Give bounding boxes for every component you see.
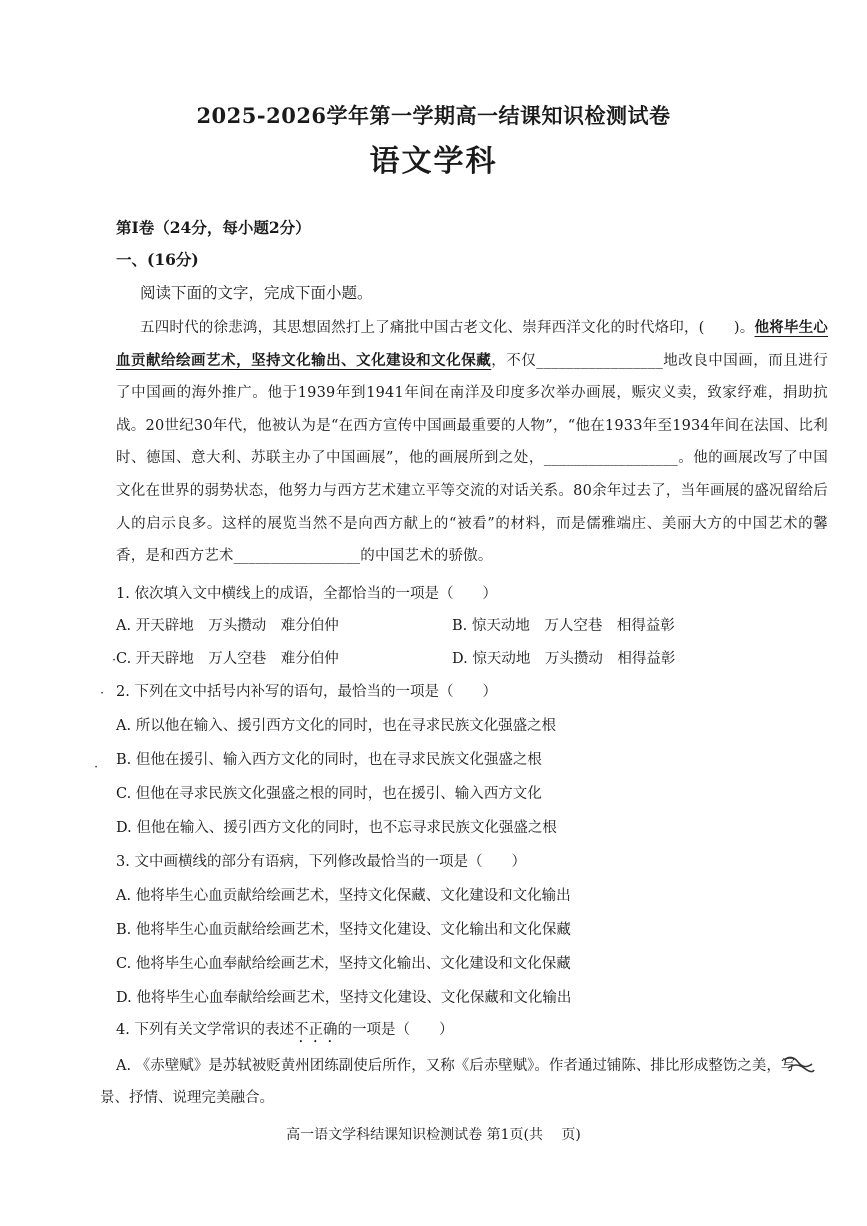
scan-dot-mark: · bbox=[100, 686, 105, 701]
question-4-option-a-line1: A. 《赤壁赋》是苏轼被贬黄州团练副使后所作，又称《后赤壁赋》。作者通过铺陈、排比形成整饬之美，写 bbox=[116, 1058, 796, 1074]
question-1-option-b: B. 惊天动地 万人空巷 相得益彰 bbox=[452, 618, 675, 634]
question-2-option-c: C. 但他在寻求民族文化强盛之根的同时，也在援引、输入西方文化 bbox=[116, 786, 542, 802]
question-1-stem: 1. 依次填入文中横线上的成语，全都恰当的一项是（ ） bbox=[116, 586, 497, 602]
question-3-option-d: D. 他将毕生心血奉献给绘画艺术，坚持文化建设、文化保藏和文化输出 bbox=[116, 990, 572, 1006]
part-heading: 第Ⅰ卷（24分，每小题2分） bbox=[116, 218, 311, 237]
question-4-stem-post: 的一项是（ ） bbox=[337, 1022, 454, 1038]
question-1-option-c: C. 开天辟地 万人空巷 难分伯仲 bbox=[116, 651, 339, 667]
question-3-option-c: C. 他将毕生心血奉献给绘画艺术，坚持文化输出、文化建设和文化保藏 bbox=[116, 956, 571, 972]
blank-1: _________________ bbox=[536, 352, 663, 369]
subject-title: 语文学科 bbox=[369, 144, 498, 179]
question-2-stem: 2. 下列在文中括号内补写的语句，最恰当的一项是（ ） bbox=[116, 684, 497, 700]
question-3-stem: 3. 文中画横线的部分有语病，下列修改最恰当的一项是（ ） bbox=[116, 854, 526, 870]
question-4-stem bbox=[116, 1018, 453, 1046]
question-1-option-a: A. 开天辟地 万头攒动 难分伯仲 bbox=[116, 618, 339, 634]
reading-instruction: 阅读下面的文字，完成下面小题。 bbox=[140, 284, 373, 302]
underlined-sentence: 他将毕生心血贡献给绘画艺术，坚持文化输出、文化建设和文化保藏 bbox=[116, 319, 828, 369]
passage-text-4: 。他的画展改写了中国文化在世界的弱势状态，他努力与西方艺术建立平等交流的对话关系。80余年过去了，当年画展的盛况留给后人的启示良多。这样的展览当然不是向西方献上的“被看”的材料，而是儒雅端庄、美丽大方的中国艺术的馨香，是和西方艺术 bbox=[116, 450, 828, 565]
question-4-stem-emphasis: 不正确 bbox=[293, 1022, 338, 1038]
scan-dot-mark: · bbox=[94, 760, 99, 775]
question-2-option-b: B. 但他在援引、输入西方文化的同时，也在寻求民族文化强盛之根 bbox=[116, 752, 542, 768]
passage-text-5: 的中国艺术的骄傲。 bbox=[360, 548, 493, 565]
page-footer: 高一语文学科结课知识检测试卷 第1页(共 页) bbox=[286, 1127, 581, 1143]
blank-3: _________________ bbox=[233, 548, 361, 565]
passage-text-3: 地改良中国画，而且进行了中国画的海外推广。他于1939年到1941年间在南洋及印度多次举办画展，赈灾义卖，致家纾难，捐助抗战。20世纪30年代，他被认为是“在西方宣传中国画最重要的人物”，“他在1933年至1934年间在法国、比利时、德国、意大利、苏联主办了中国画展”，他的画展所到之处， bbox=[116, 352, 828, 467]
passage-text-1: 五四时代的徐悲鸿，其思想固然打上了痛批中国古老文化、崇拜西洋文化的时代烙印，( )。 bbox=[140, 320, 755, 336]
question-3-option-a: A. 他将毕生心血贡献给绘画艺术，坚持文化保藏、文化建设和文化输出 bbox=[116, 888, 571, 904]
question-2-option-d: D. 但他在输入、援引西方文化的同时，也不忘寻求民族文化强盛之根 bbox=[116, 820, 557, 836]
blank-2: __________________ bbox=[543, 450, 678, 467]
question-4-option-a-line2: 景、抒情、说理完美融合。 bbox=[100, 1090, 274, 1106]
section-heading: 一、(16分) bbox=[116, 250, 199, 269]
passage-text-2: ，不仅 bbox=[491, 352, 537, 369]
reading-passage bbox=[116, 312, 828, 573]
question-1-option-d: D. 惊天动地 万头攒动 相得益彰 bbox=[452, 651, 676, 667]
question-3-option-b: B. 他将毕生心血贡献给绘画艺术，坚持文化建设、文化输出和文化保藏 bbox=[116, 922, 571, 938]
question-4-stem-pre: 4. 下列有关文学常识的表述 bbox=[116, 1022, 294, 1038]
scan-dot-mark: · bbox=[112, 653, 117, 668]
handwritten-scribble-icon bbox=[782, 1052, 816, 1074]
question-2-option-a: A. 所以他在输入、援引西方文化的同时，也在寻求民族文化强盛之根 bbox=[116, 718, 557, 734]
exam-title: 2025-2026学年第一学期高一结课知识检测试卷 bbox=[196, 103, 671, 128]
